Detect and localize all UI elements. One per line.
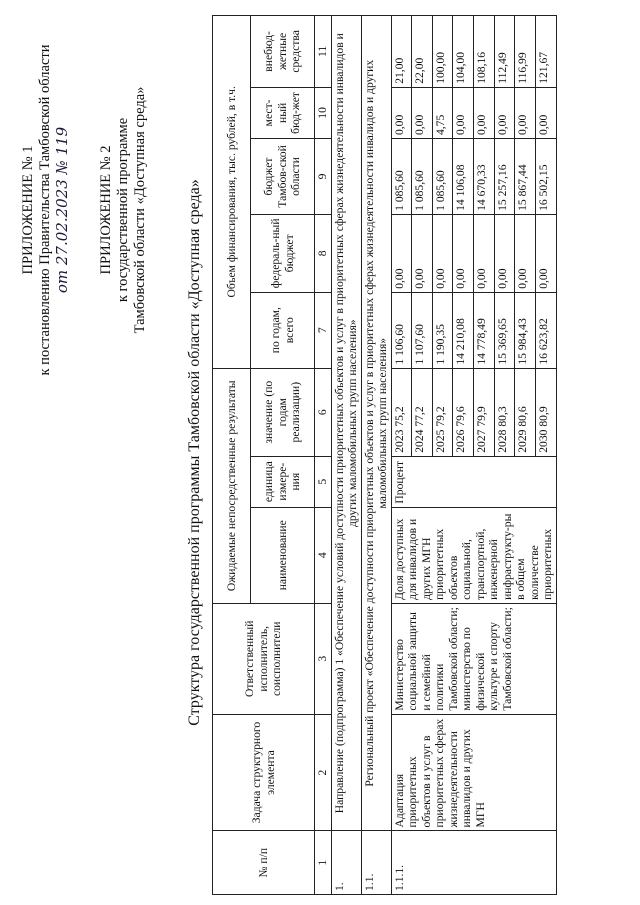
section-1-1-title: Региональный проект «Обеспечение доступности приоритетных объектов и услуг в приоритетных сферах жизнедеятельности инвалидов и других маломобильных групп населения» [361,16,391,831]
fund-local: 0,00 [453,87,474,138]
fund-local: 0,00 [494,87,515,138]
header-result-unit: единица измере-ния [251,456,315,507]
fund-local: 0,00 [515,87,536,138]
appendix-1-decree-ref: к постановлению Правительства Тамбовской области [37,44,53,376]
header-fund-total: по годам, всего [251,292,315,368]
row-task: Адаптация приоритетных объектов и услуг в приоритетных сферах жизнедеятельности инвалидов и других МГН [391,714,556,831]
fund-total: 15 984,43 [515,292,536,368]
appendix-2-title: ПРИЛОЖЕНИЕ № 2 [98,145,114,275]
fund-regional: 15 257,16 [494,139,515,215]
fund-extra: 21,00 [391,16,412,88]
program-structure-table [212,15,557,895]
fund-total: 16 623,82 [535,292,556,368]
year-value: 2026 79,6 [453,368,474,456]
year-value: 2025 79,2 [432,368,453,456]
fund-federal: 0,00 [432,214,453,292]
year-value: 2029 80,6 [515,368,536,456]
year-value: 2030 80,9 [535,368,556,456]
appendix-2-program-name: Тамбовской области «Доступная среда» [132,86,148,334]
header-fund-regional: бюджет Тамбов-ской области [251,139,315,215]
column-number: 7 [315,292,332,368]
fund-regional: 14 670,33 [474,139,495,215]
fund-regional: 1 085,60 [391,139,412,215]
column-number: 11 [315,16,332,88]
fund-extra: 108,16 [474,16,495,88]
column-number: 3 [315,603,332,714]
fund-extra: 112,49 [494,16,515,88]
fund-local: 4,75 [432,87,453,138]
header-num: № п/п [213,831,315,895]
fund-extra: 121,67 [535,16,556,88]
fund-local: 0,00 [412,87,433,138]
header-result-name: наименование [251,507,315,603]
fund-federal: 0,00 [535,214,556,292]
header-fund-federal: федераль-ный бюджет [251,214,315,292]
section-1-1-number: 1.1. [361,831,391,895]
column-number: 1 [315,831,332,895]
fund-total: 1 106,60 [391,292,412,368]
fund-extra: 116,99 [515,16,536,88]
header-executor: Ответственный исполнитель, соисполнители [213,603,315,714]
year-value: 2027 79,9 [474,368,495,456]
fund-extra: 104,00 [453,16,474,88]
fund-regional: 1 085,60 [432,139,453,215]
fund-federal: 0,00 [515,214,536,292]
document-title: Структура государственной программы Тамбовской области «Доступная среда» [186,179,203,726]
year-value: 2024 77,2 [412,368,433,456]
column-number: 10 [315,87,332,138]
fund-federal: 0,00 [494,214,515,292]
row-executor: Министерство социальной защиты и семейной политики Тамбовской области; министерство по физической культуре и спорту Тамбовской области; [391,603,556,714]
header-fund-local: мест-ный бюд-жет [251,87,315,138]
fund-federal: 0,00 [412,214,433,292]
fund-total: 14 778,49 [474,292,495,368]
column-number: 8 [315,214,332,292]
column-number: 5 [315,456,332,507]
fund-extra: 100,00 [432,16,453,88]
section-1-number: 1. [331,831,361,895]
fund-regional: 16 502,15 [535,139,556,215]
column-number: 4 [315,507,332,603]
header-results: Ожидаемые непосредственные результаты [213,368,251,603]
fund-regional: 14 106,08 [453,139,474,215]
header-funding: Объем финансирования, тыс. рублей, в т.ч. [213,16,251,369]
fund-local: 0,00 [474,87,495,138]
fund-local: 0,00 [535,87,556,138]
fund-federal: 0,00 [453,214,474,292]
fund-regional: 1 085,60 [412,139,433,215]
fund-total: 14 210,08 [453,292,474,368]
appendix-2-header [98,0,149,420]
appendix-1-title: ПРИЛОЖЕНИЕ № 1 [20,145,36,275]
year-value: 2028 80,3 [494,368,515,456]
header-fund-extra: внебюд-жетные средства [251,16,315,88]
row-result-name: Доля доступных для инвалидов и других МГН приоритетных объектов социальной, транспортной, инженерной инфраструкту-ры в общем количестве приоритетных [391,507,556,603]
fund-total: 15 369,65 [494,292,515,368]
appendix-2-program-ref: к государственной программе [115,117,131,303]
section-1-title: Направление (подпрограмма) 1 «Обеспечение условий доступности приоритетных объектов и услуг в приоритетных сферах жизнедеятельности инвалидов и других маломобильных групп населения» [331,16,361,831]
fund-regional: 15 867,44 [515,139,536,215]
fund-local: 0,00 [391,87,412,138]
table-row [391,16,412,895]
fund-federal: 0,00 [391,214,412,292]
header-task: Задача структурного элемента [213,714,315,831]
row-unit: Процент [391,456,556,507]
header-result-value: значение (по годам реализации) [251,368,315,456]
column-number: 6 [315,368,332,456]
handwritten-date-number: от 27.02.2023 № 119 [53,126,71,294]
fund-extra: 22,00 [412,16,433,88]
column-number: 2 [315,714,332,831]
year-value: 2023 75,2 [391,368,412,456]
fund-total: 1 107,60 [412,292,433,368]
row-number: 1.1.1. [391,831,556,895]
appendix-1-header [20,0,71,420]
fund-federal: 0,00 [474,214,495,292]
fund-total: 1 190,35 [432,292,453,368]
column-number: 9 [315,139,332,215]
